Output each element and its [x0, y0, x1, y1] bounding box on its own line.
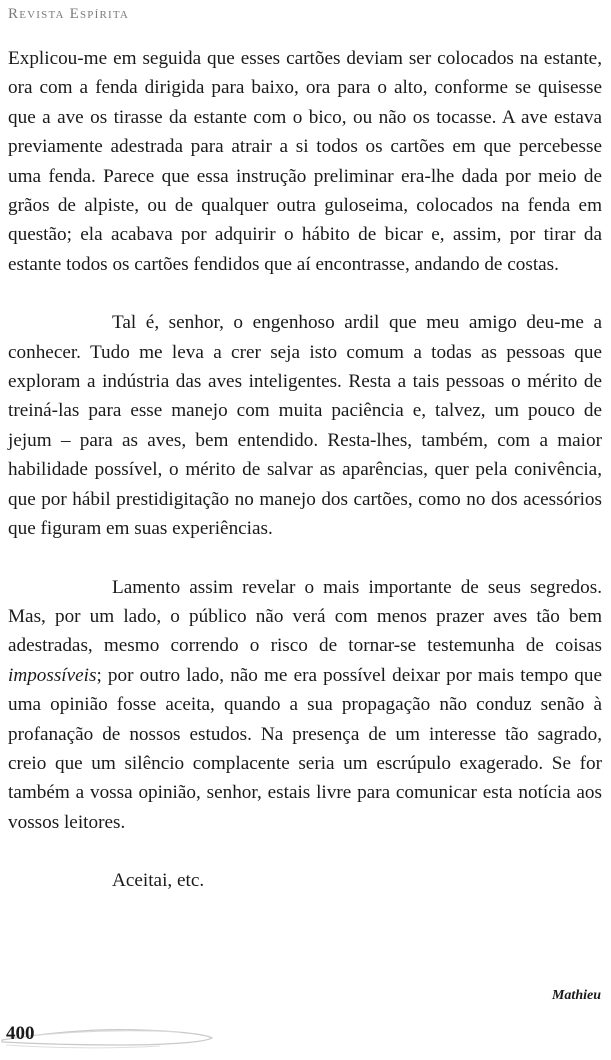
paragraph: Tal é, senhor, o engenhoso ardil que meu amigo deu-me a conhecer. Tudo me leva a crer seja isto comum a todas as pessoas que exploram a indústria das aves inteligentes. Resta a tais pessoas o mérito de treiná-las para esse manejo com muita paciência e, talvez, um pouco de jejum – para as aves, bem entendido. Resta-lhes, também, com a maior habilidade possível, o mérito de salvar as aparências, quer pela conivência, que por hábil prestidigitação no manejo dos cartões, como no dos acessórios que figuram em suas experiências.: [8, 312, 602, 540]
paragraph-text: ; por outro lado, não me era possível deixar por mais tempo que uma opinião fosse aceita, quando a sua propagação não conduz senão à profanação de nossos estudos. Na presença de um interesse tão sagrado, creio que um silêncio complacente seria um escrúpulo exagerado. Se for também a vossa opinião, senhor, estais livre para comunicar esta notícia aos vossos leitores.: [8, 664, 602, 833]
signature: Mathieu: [551, 988, 601, 1003]
running-header: Revista Espírita: [8, 6, 130, 22]
paragraph: Explicou-me em seguida que esses cartões deviam ser colocados na estante, ora com a fenda dirigida para baixo, ora para o alto, conforme se quisesse que a ave os tirasse da estante com o bico, ou não os tocasse. A ave estava previamente adestrada para atrair a si todos os cartões em que percebesse uma fenda. Parece que essa instrução preliminar era-lhe dada por meio de grãos de alpiste, ou de qualquer outra guloseima, colocados na fenda em questão; ela acabava por adquirir o hábito de bicar e, assim, por tirar da estante todos os cartões fendidos que aí encontrasse, andando de costas.: [8, 48, 602, 275]
emphasis-text: impossíveis: [8, 664, 97, 686]
paragraph-text: Lamento assim revelar o mais importante de seus segredos. Mas, por um lado, o público não verá com menos prazer aves tão bem adestradas, mesmo correndo o risco de tornar-se testemunha de coisas: [8, 576, 602, 657]
paragraph: [8, 573, 602, 838]
closing-line: Aceitai, etc.: [112, 870, 205, 892]
page-number: 400: [6, 1023, 35, 1044]
article-body: [8, 44, 602, 896]
